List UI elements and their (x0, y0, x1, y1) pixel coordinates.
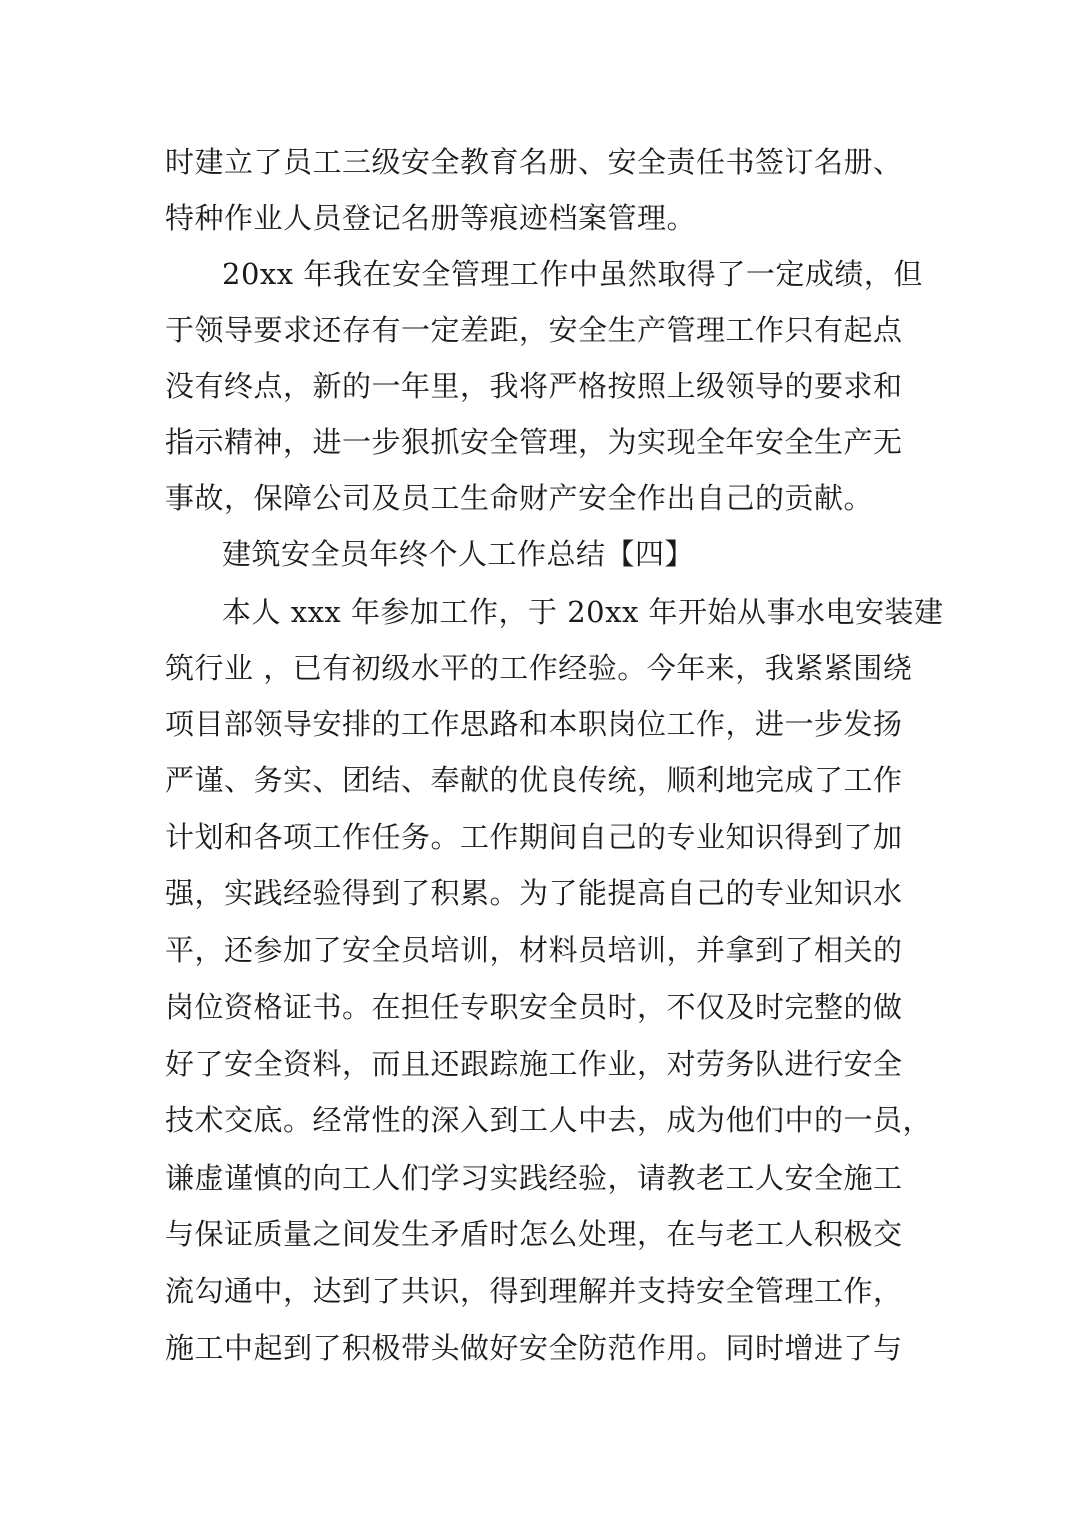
text-line: 项目部领导安排的工作思路和本职岗位工作，进一步发扬 (165, 707, 903, 741)
text-line: 平，还参加了安全员培训，材料员培训，并拿到了相关的 (165, 933, 903, 967)
paragraph-start-line: 20xx 年我在安全管理工作中虽然取得了一定成绩，但 (222, 257, 923, 291)
text-line: 时建立了员工三级安全教育名册、安全责任书签订名册、 (165, 145, 903, 179)
text-line: 严谨、务实、团结、奉献的优良传统，顺利地完成了工作 (165, 763, 903, 797)
text-line: 谦虚谨慎的向工人们学习实践经验，请教老工人安全施工 (165, 1161, 903, 1195)
paragraph-start-line: 本人 xxx 年参加工作，于 20xx 年开始从事水电安装建 (222, 595, 944, 629)
text-line: 强，实践经验得到了积累。为了能提高自己的专业知识水 (165, 876, 903, 910)
text-line: 与保证质量之间发生矛盾时怎么处理，在与老工人积极交 (165, 1217, 903, 1251)
text-line: 特种作业人员登记名册等痕迹档案管理。 (165, 201, 697, 235)
section-heading: 建筑安全员年终个人工作总结【四】 (222, 537, 695, 571)
text-line: 流勾通中，达到了共识，得到理解并支持安全管理工作， (165, 1274, 903, 1308)
text-line: 好了安全资料，而且还跟踪施工作业，对劳务队进行安全 (165, 1047, 903, 1081)
text-line: 岗位资格证书。在担任专职安全员时，不仅及时完整的做 (165, 990, 903, 1024)
text-line: 技术交底。经常性的深入到工人中去，成为他们中的一员， (165, 1103, 933, 1137)
text-line: 没有终点，新的一年里，我将严格按照上级领导的要求和 (165, 369, 903, 403)
text-line: 指示精神，进一步狠抓安全管理，为实现全年安全生产无 (165, 425, 903, 459)
text-line: 于领导要求还存有一定差距，安全生产管理工作只有起点 (165, 313, 903, 347)
text-line: 筑行业 ，已有初级水平的工作经验。今年来，我紧紧围绕 (165, 651, 913, 685)
text-line: 计划和各项工作任务。工作期间自己的专业知识得到了加 (165, 820, 903, 854)
text-line: 施工中起到了积极带头做好安全防范作用。同时增进了与 (165, 1331, 903, 1365)
text-line: 事故，保障公司及员工生命财产安全作出自己的贡献。 (165, 481, 874, 515)
